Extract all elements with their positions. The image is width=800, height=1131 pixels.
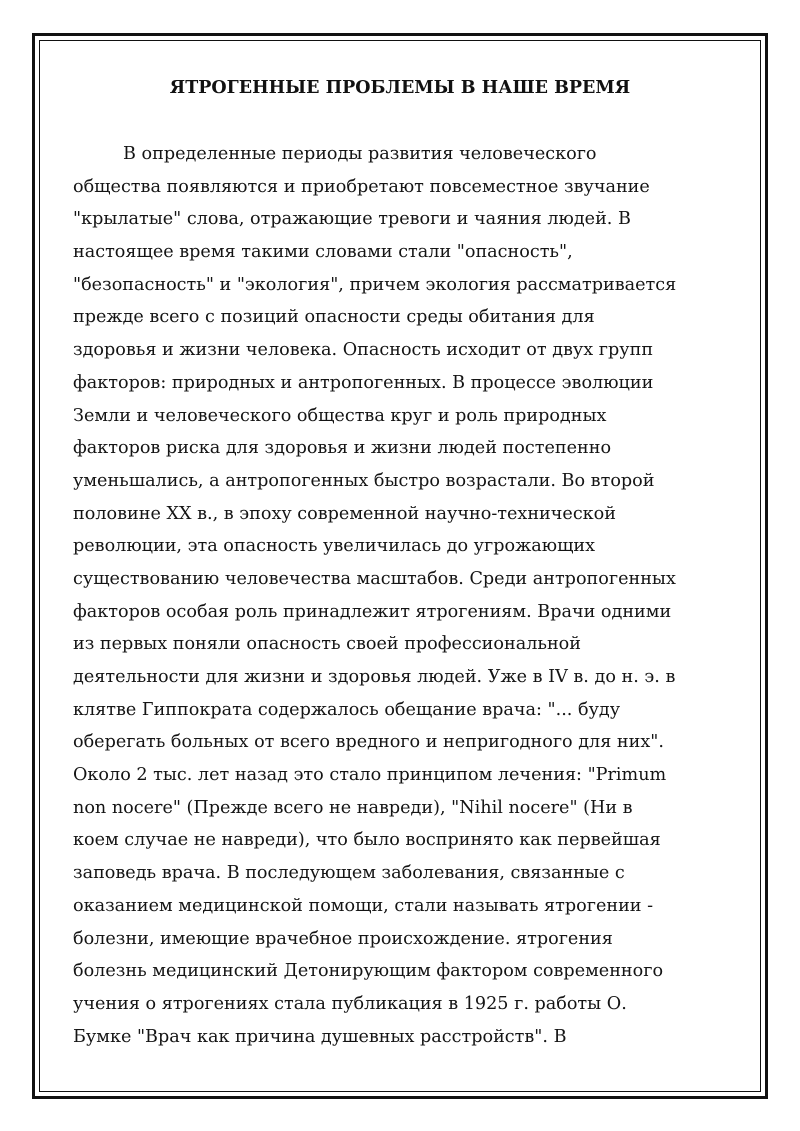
text-line: учения о ятрогениях стала публикация в 1925 г. работы О. [73, 993, 627, 1014]
text-line: Земли и человеческого общества круг и роль природных [73, 405, 607, 426]
text-line: клятве Гиппократа содержалось обещание врача: "... буду [73, 699, 621, 720]
text-line: В определенные периоды развития человеческого [123, 144, 597, 164]
text-line: революции, эта опасность увеличилась до угрожающих [73, 536, 596, 557]
text-line: факторов особая роль принадлежит ятрогениям. Врачи одними [73, 601, 672, 622]
text-line: оберегать больных от всего вредного и непригодного для них". [73, 732, 664, 753]
text-line: прежде всего с позиций опасности среды обитания для [73, 307, 595, 328]
text-line: болезни, имеющие врачебное происхождение. ятрогения [73, 928, 613, 949]
text-line: коем случае не навреди), что было воспринято как первейшая [73, 830, 661, 851]
text-line: "крылатые" слова, отражающие тревоги и чаяния людей. В [73, 209, 631, 230]
text-line: здоровья и жизни человека. Опасность исходит от двух групп [73, 340, 654, 361]
page-border-outer [32, 33, 768, 1099]
text-line: факторов риска для здоровья и жизни людей постепенно [73, 438, 612, 459]
text-line: Бумке "Врач как причина душевных расстройств". В [73, 1026, 567, 1047]
text-line: Около 2 тыс. лет назад это стало принципом лечения: "Primum [73, 765, 667, 786]
text-line: болезнь медицинский Детонирующим фактором современного [73, 961, 664, 982]
text-line: из первых поняли опасность своей профессиональной [73, 634, 582, 655]
text-line: общества появляются и приобретают повсеместное звучание [73, 176, 650, 197]
text-line: non nocere" (Прежде всего не навреди), "Nihil nocere" (Ни в [73, 797, 633, 818]
body-paragraph [73, 138, 733, 1053]
page-title: ЯТРОГЕННЫЕ ПРОБЛЕМЫ В НАШЕ ВРЕМЯ [169, 78, 631, 98]
text-line: заповедь врача. В последующем заболевания, связанные с [73, 863, 625, 884]
text-line: факторов: природных и антропогенных. В процессе эволюции [73, 372, 654, 393]
text-line: существованию человечества масштабов. Среди антропогенных [73, 568, 676, 589]
text-line: "безопасность" и "экология", причем экология рассматривается [73, 274, 677, 295]
text-line: половине XX в., в эпоху современной научно-технической [73, 503, 616, 524]
text-line: настоящее время такими словами стали "опасность", [73, 242, 573, 263]
text-line: уменьшались, а антропогенных быстро возрастали. Во второй [73, 470, 655, 491]
text-line: деятельности для жизни и здоровья людей. Уже в IV в. до н. э. в [73, 667, 676, 687]
text-line: оказанием медицинской помощи, стали называть ятрогении - [73, 895, 654, 916]
